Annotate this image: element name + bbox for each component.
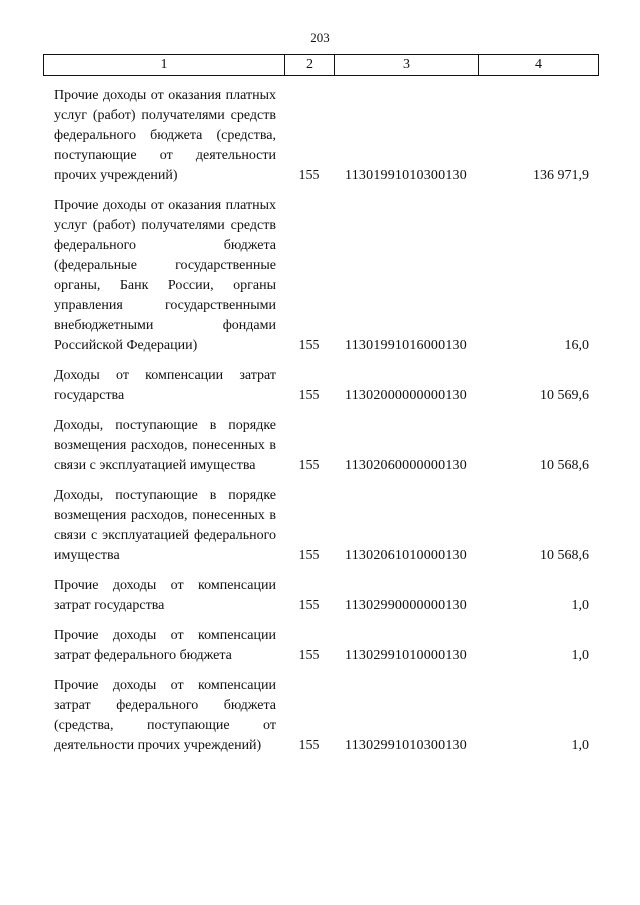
row-name: Прочие доходы от компенсации затрат федерального бюджета (средства, поступающие от деятельности прочих учреждений) <box>54 678 276 753</box>
row-amount: 1,0 <box>571 738 589 753</box>
table-row <box>43 676 599 756</box>
row-name: Доходы, поступающие в порядке возмещения расходов, понесенных в связи с эксплуатацией имущества <box>54 418 276 473</box>
row-code: 155 <box>298 458 320 473</box>
header-col-4: 4 <box>535 57 542 72</box>
row-name: Прочие доходы от оказания платных услуг (работ) получателями средств федерального бюджета (средства, поступающие от деятельности прочих учреждений) <box>54 88 276 183</box>
row-code: 155 <box>298 598 320 613</box>
table-row <box>43 626 599 666</box>
table-row <box>43 486 599 566</box>
row-name: Прочие доходы от компенсации затрат федерального бюджета <box>54 628 276 663</box>
row-kbk: 11301991010300130 <box>345 168 467 183</box>
table-row <box>43 576 599 616</box>
page-number: 203 <box>310 30 330 45</box>
row-code: 155 <box>298 548 320 563</box>
row-kbk: 11302061010000130 <box>345 548 467 563</box>
row-kbk: 11302991010300130 <box>345 738 467 753</box>
row-kbk: 11302000000000130 <box>345 388 467 403</box>
row-kbk: 11302990000000130 <box>345 598 467 613</box>
row-name: Доходы от компенсации затрат государства <box>54 368 276 403</box>
row-name: Прочие доходы от компенсации затрат государства <box>54 578 276 613</box>
table-header <box>43 54 599 76</box>
row-code: 155 <box>298 338 320 353</box>
table-body <box>43 86 599 766</box>
table-row <box>43 86 599 186</box>
row-code: 155 <box>298 168 320 183</box>
row-kbk: 11301991016000130 <box>345 338 467 353</box>
row-code: 155 <box>298 738 320 753</box>
table-row <box>43 416 599 476</box>
row-kbk: 11302060000000130 <box>345 458 467 473</box>
row-code: 155 <box>298 388 320 403</box>
row-amount: 1,0 <box>571 598 589 613</box>
header-col-2: 2 <box>285 55 335 75</box>
header-col-1: 1 <box>44 55 285 75</box>
table-row <box>43 366 599 406</box>
row-amount: 136 971,9 <box>533 168 589 183</box>
row-name: Доходы, поступающие в порядке возмещения расходов, понесенных в связи с эксплуатацией федерального имущества <box>54 488 276 563</box>
row-code: 155 <box>298 648 320 663</box>
row-amount: 1,0 <box>571 648 589 663</box>
table-row <box>43 196 599 356</box>
row-amount: 10 568,6 <box>540 548 589 563</box>
row-amount: 10 569,6 <box>540 388 589 403</box>
row-name: Прочие доходы от оказания платных услуг (работ) получателями средств федерального бюджета (федеральные государственные органы, Банк России, органы управления государственными внебюджетными фондами Российской Федерации) <box>54 198 276 353</box>
row-amount: 10 568,6 <box>540 458 589 473</box>
row-kbk: 11302991010000130 <box>345 648 467 663</box>
row-amount: 16,0 <box>564 338 589 353</box>
header-col-3: 3 <box>335 55 479 75</box>
